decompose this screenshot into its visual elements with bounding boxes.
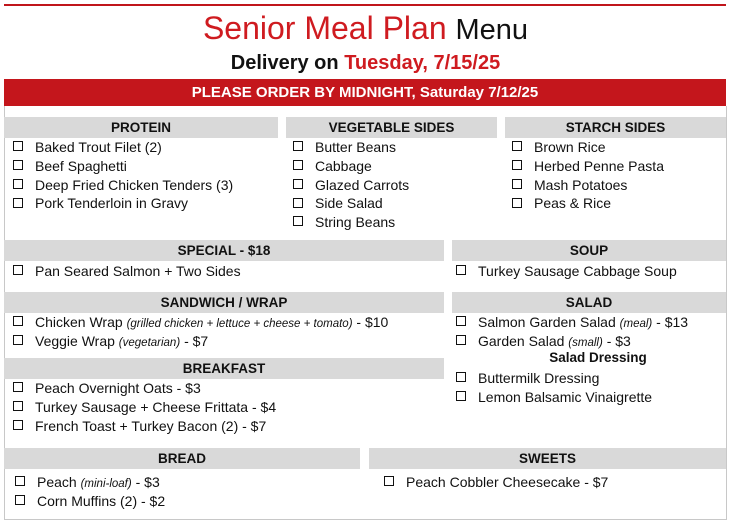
item-label: Buttermilk Dressing	[478, 370, 600, 386]
special-list	[13, 262, 241, 281]
checkbox-icon[interactable]	[456, 316, 466, 326]
list-item[interactable]	[13, 398, 276, 417]
list-item[interactable]	[293, 194, 409, 213]
checkbox-icon[interactable]	[13, 179, 23, 189]
bread-header: BREAD	[4, 448, 360, 469]
sandwich-wrap-header: SANDWICH / WRAP	[4, 292, 444, 313]
checkbox-icon[interactable]	[13, 316, 23, 326]
item-label: Butter Beans	[315, 139, 396, 155]
checkbox-icon[interactable]	[293, 160, 303, 170]
item-label: Side Salad	[315, 195, 383, 212]
salad-dressing-list	[456, 369, 652, 407]
checkbox-icon[interactable]	[13, 382, 23, 392]
list-item[interactable]	[456, 262, 677, 281]
list-item[interactable]	[13, 157, 233, 176]
vegetable-sides-list	[293, 138, 409, 232]
list-item[interactable]	[512, 138, 664, 157]
item-label: Pan Seared Salmon + Two Sides	[35, 263, 241, 279]
item-name: Garden Salad	[478, 332, 565, 349]
sweets-list	[384, 473, 608, 492]
delivery-date: Tuesday, 7/15/25	[344, 52, 501, 74]
list-item[interactable]	[293, 213, 409, 232]
list-item[interactable]	[293, 157, 409, 176]
item-label: Mash Potatoes	[534, 176, 628, 193]
checkbox-icon[interactable]	[512, 141, 522, 151]
starch-sides-list	[512, 138, 664, 213]
breakfast-header: BREAKFAST	[4, 358, 444, 379]
item-label: Turkey Sausage Cabbage Soup	[478, 263, 677, 279]
list-item[interactable]	[13, 379, 276, 398]
checkbox-icon[interactable]	[456, 391, 466, 401]
item-note: (mini-loaf)	[80, 478, 132, 490]
checkbox-icon[interactable]	[456, 335, 466, 345]
checkbox-icon[interactable]	[512, 198, 522, 208]
item-label: Cabbage	[315, 157, 372, 174]
item-label: Lemon Balsamic Vinaigrette	[478, 388, 653, 405]
sweets-header: SWEETS	[369, 448, 726, 469]
item-name: Peach	[37, 474, 77, 490]
title-black: Menu	[455, 14, 529, 46]
checkbox-icon[interactable]	[384, 476, 394, 486]
item-price: - $7	[184, 332, 209, 349]
list-item[interactable]	[13, 332, 388, 351]
list-item[interactable]	[13, 194, 233, 213]
salad-dressing-title: Salad Dressing	[549, 350, 647, 365]
checkbox-icon[interactable]	[293, 141, 303, 151]
checkbox-icon[interactable]	[13, 335, 23, 345]
list-item[interactable]	[13, 176, 233, 195]
item-name: Corn Muffins (2) - $2	[37, 492, 166, 509]
item-label: Peach Cobbler Cheesecake - $7	[406, 474, 609, 490]
list-item[interactable]	[13, 262, 241, 281]
list-item[interactable]	[384, 473, 608, 492]
item-label: Pork Tenderloin in Gravy	[35, 195, 189, 212]
item-label: Turkey Sausage + Cheese Frittata - $4	[35, 398, 277, 415]
item-note: (small)	[568, 336, 603, 349]
list-item[interactable]	[15, 473, 165, 492]
starch-sides-header: STARCH SIDES	[505, 117, 726, 138]
item-name: Chicken Wrap	[35, 314, 123, 330]
checkbox-icon[interactable]	[13, 420, 23, 430]
protein-list	[13, 138, 233, 213]
checkbox-icon[interactable]	[456, 265, 466, 275]
item-label: Deep Fried Chicken Tenders (3)	[35, 176, 234, 193]
checkbox-icon[interactable]	[293, 179, 303, 189]
item-label: Peach Overnight Oats - $3	[35, 380, 201, 396]
item-price: - $10	[356, 314, 389, 330]
list-item[interactable]	[512, 176, 664, 195]
list-item[interactable]	[293, 138, 409, 157]
checkbox-icon[interactable]	[13, 265, 23, 275]
item-label: String Beans	[315, 214, 396, 231]
list-item[interactable]	[293, 176, 409, 195]
list-item[interactable]	[456, 388, 652, 407]
item-name: Salmon Garden Salad	[478, 314, 616, 330]
list-item[interactable]	[13, 417, 276, 436]
item-price: - $13	[656, 314, 689, 330]
checkbox-icon[interactable]	[15, 476, 25, 486]
checkbox-icon[interactable]	[512, 179, 522, 189]
item-note: (vegetarian)	[118, 336, 181, 349]
list-item[interactable]	[456, 369, 652, 388]
item-label: Beef Spaghetti	[35, 157, 127, 174]
item-name: Veggie Wrap	[35, 332, 115, 349]
top-rule	[4, 4, 726, 6]
sandwich-wrap-list	[13, 313, 388, 351]
checkbox-icon[interactable]	[293, 198, 303, 208]
item-price: - $3	[606, 332, 631, 349]
item-label: French Toast + Turkey Bacon (2) - $7	[35, 417, 267, 434]
delivery-prefix: Delivery on	[230, 52, 339, 74]
item-label: Glazed Carrots	[315, 176, 410, 193]
protein-header: PROTEIN	[4, 117, 278, 138]
item-label: Baked Trout Filet (2)	[35, 139, 162, 155]
list-item[interactable]	[456, 332, 688, 351]
special-header: SPECIAL - $18	[4, 240, 444, 261]
salad-header: SALAD	[452, 292, 726, 313]
list-item[interactable]	[512, 157, 664, 176]
soup-header: SOUP	[452, 240, 726, 261]
checkbox-icon[interactable]	[13, 141, 23, 151]
checkbox-icon[interactable]	[15, 495, 25, 505]
title-red: Senior Meal Plan	[202, 10, 447, 46]
checkbox-icon[interactable]	[13, 160, 23, 170]
item-label: Peas & Rice	[534, 195, 612, 212]
checkbox-icon[interactable]	[13, 401, 23, 411]
soup-list	[456, 262, 677, 281]
vegetable-sides-header: VEGETABLE SIDES	[286, 117, 497, 138]
order-deadline-banner: PLEASE ORDER BY MIDNIGHT, Saturday 7/12/25	[4, 79, 726, 106]
item-note: (meal)	[619, 318, 653, 330]
item-label: Brown Rice	[534, 139, 606, 155]
list-item[interactable]	[13, 313, 388, 332]
delivery-line	[0, 49, 731, 77]
item-price: - $3	[135, 474, 160, 490]
item-note: (grilled chicken + lettuce + cheese + tomato)	[126, 318, 353, 330]
list-item[interactable]	[13, 138, 233, 157]
breakfast-list	[13, 379, 276, 435]
salad-list	[456, 313, 688, 351]
list-item[interactable]	[456, 313, 688, 332]
bread-list	[15, 473, 165, 511]
item-label: Herbed Penne Pasta	[534, 157, 664, 174]
list-item[interactable]	[512, 194, 664, 213]
checkbox-icon[interactable]	[512, 160, 522, 170]
page-title	[0, 9, 731, 49]
list-item[interactable]	[15, 492, 165, 511]
checkbox-icon[interactable]	[456, 372, 466, 382]
checkbox-icon[interactable]	[293, 216, 303, 226]
checkbox-icon[interactable]	[13, 198, 23, 208]
